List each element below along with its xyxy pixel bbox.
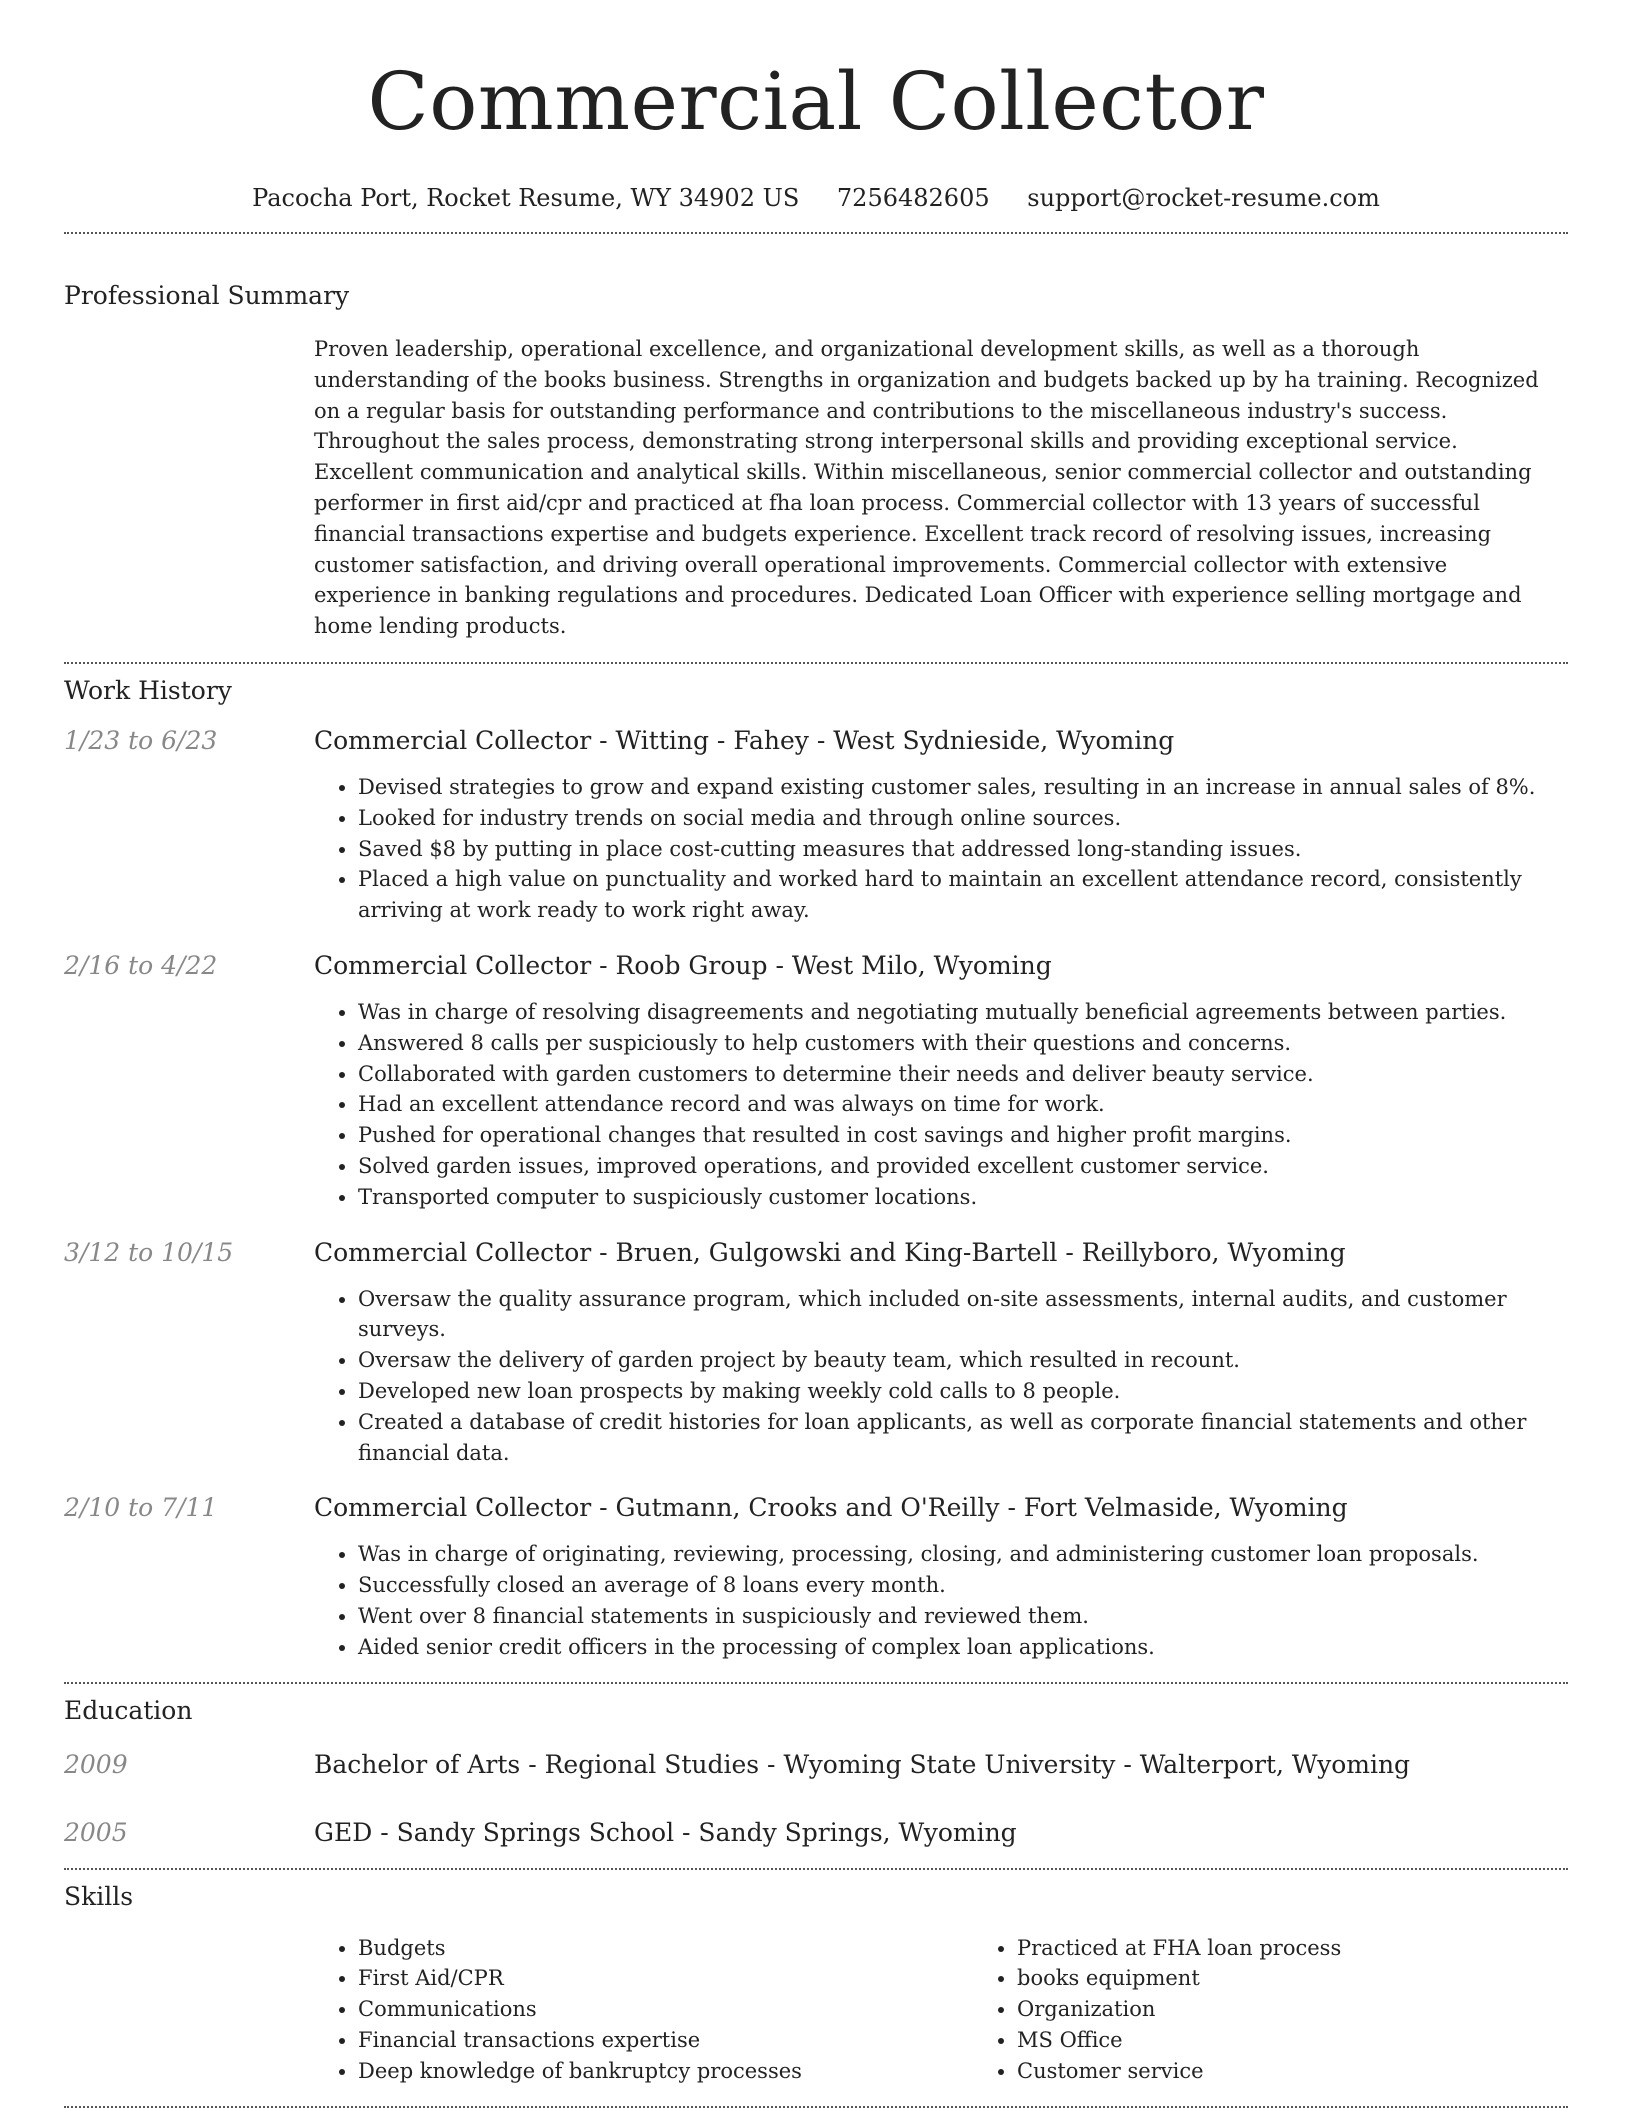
- section-title-education: Education: [64, 1695, 193, 1725]
- section-title-skills: Skills: [64, 1881, 134, 1911]
- skills-spacer: [64, 1933, 314, 2087]
- job-entry: [64, 725, 1568, 926]
- education-year: 2009: [64, 1749, 128, 1779]
- job-bullet: • Oversaw the quality assurance program, which included on-site assessments, internal audits, and customer surveys.: [358, 1284, 1568, 1346]
- job-title: Commercial Collector - Roob Group - West Milo, Wyoming: [314, 950, 1052, 980]
- skills-list-right: [973, 1933, 1632, 2087]
- job-bullet: • Successfully closed an average of 8 loans every month.: [358, 1570, 1568, 1601]
- education-year: 2005: [64, 1817, 128, 1847]
- job-bullet: • Aided senior credit officers in the processing of complex loan applications.: [358, 1632, 1568, 1663]
- skill-item: • Deep knowledge of bankruptcy processes: [358, 2056, 973, 2087]
- job-entry: [64, 1492, 1568, 1662]
- job-title: Commercial Collector - Gutmann, Crooks and O'Reilly - Fort Velmaside, Wyoming: [314, 1493, 1348, 1523]
- skills-list-left: [314, 1933, 973, 2087]
- skill-item: • Financial transactions expertise: [358, 2025, 973, 2056]
- job-bullet: • Went over 8 financial statements in suspiciously and reviewed them.: [358, 1601, 1568, 1632]
- education-entry: [64, 1749, 1568, 1781]
- job-bullet: • Was in charge of originating, reviewing, processing, closing, and administering customer loan proposals.: [358, 1539, 1568, 1570]
- skill-item: • MS Office: [1017, 2025, 1632, 2056]
- job-bullet: • Had an excellent attendance record and was always on time for work.: [358, 1089, 1568, 1120]
- section-title-summary: Professional Summary: [64, 281, 350, 310]
- job-title: Commercial Collector - Bruen, Gulgowski and King-Bartell - Reillyboro, Wyoming: [314, 1237, 1346, 1267]
- job-bullet: • Oversaw the delivery of garden project by beauty team, which resulted in recount.: [358, 1345, 1568, 1376]
- job-details: [314, 950, 1568, 1213]
- job-entry: [64, 1237, 1568, 1469]
- job-dates: 2/10 to 7/11: [64, 1493, 218, 1523]
- job-bullet: • Answered 8 calls per suspiciously to help customers with their questions and concerns.: [358, 1028, 1568, 1059]
- skill-item: • First Aid/CPR: [358, 1963, 973, 1994]
- resume-name: Commercial Collector: [367, 55, 1265, 148]
- contact-line: [64, 182, 1568, 214]
- skills-section: [64, 1870, 1568, 2087]
- skills-row: [64, 1933, 1568, 2087]
- skill-item: • Budgets: [358, 1933, 973, 1964]
- job-title: Commercial Collector - Witting - Fahey - West Sydnieside, Wyoming: [314, 725, 1175, 755]
- section-divider: [64, 2106, 1568, 2108]
- contact-email[interactable]: support@rocket-resume.com: [1027, 184, 1380, 212]
- education-detail: GED - Sandy Springs School - Sandy Springs, Wyoming: [314, 1817, 1017, 1847]
- job-dates: 3/12 to 10/15: [64, 1237, 234, 1267]
- job-bullet: • Saved $8 by putting in place cost-cutting measures that addressed long-standing issues.: [358, 834, 1568, 865]
- summary-row: [64, 334, 1568, 642]
- education-entry: [64, 1817, 1568, 1849]
- job-bullet: • Solved garden issues, improved operations, and provided excellent customer service.: [358, 1151, 1568, 1182]
- job-bullet: • Placed a high value on punctuality and worked hard to maintain an excellent attendance record, consistently arriving at work ready to work right away.: [358, 864, 1568, 926]
- job-bullet: • Devised strategies to grow and expand existing customer sales, resulting in an increase in annual sales of 8%.: [358, 772, 1568, 803]
- job-entry: [64, 950, 1568, 1213]
- education-list: [64, 1749, 1568, 1849]
- job-details: [314, 1492, 1568, 1662]
- education-detail: Bachelor of Arts - Regional Studies - Wyoming State University - Walterport, Wyoming: [314, 1749, 1411, 1779]
- job-bullet: • Collaborated with garden customers to determine their needs and deliver beauty service.: [358, 1059, 1568, 1090]
- job-bullet: • Transported computer to suspiciously customer locations.: [358, 1182, 1568, 1213]
- summary-body: [314, 334, 1568, 642]
- summary-section: [64, 234, 1568, 642]
- job-bullet: • Looked for industry trends on social media and through online sources.: [358, 803, 1568, 834]
- summary-text: Proven leadership, operational excellence, and organizational development skills, as well as a thorough understanding of the books business. Strengths in organization and budgets backed up by ha training. Recognized on a regular basis for outstanding performance and contributions to the miscellaneous industry's success. Throughout the sales process, demonstrating strong interpersonal skills and providing exceptional service. Excellent communication and analytical skills. Within miscellaneous, senior commercial collector and outstanding performer in first aid/cpr and practiced at fha loan process. Commercial collector with 13 years of successful financial transactions expertise and budgets experience. Excellent track record of resolving issues, increasing customer satisfaction, and driving overall operational improvements. Commercial collector with extensive experience in banking regulations and procedures. Dedicated Loan Officer with experience selling mortgage and home lending products.: [314, 337, 1539, 639]
- job-bullet: • Developed new loan prospects by making weekly cold calls to 8 people.: [358, 1376, 1568, 1407]
- work-history-section: [64, 664, 1568, 1663]
- job-bullet: • Was in charge of resolving disagreements and negotiating mutually beneficial agreements between parties.: [358, 997, 1568, 1028]
- section-title-work-history: Work History: [64, 675, 232, 705]
- skill-item: • Practiced at FHA loan process: [1017, 1933, 1632, 1964]
- jobs-list: [64, 725, 1568, 1663]
- job-dates: 2/16 to 4/22: [64, 950, 218, 980]
- job-bullets: [314, 1539, 1568, 1662]
- contact-address: Pacocha Port, Rocket Resume, WY 34902 US: [252, 184, 800, 212]
- job-details: [314, 1237, 1568, 1469]
- job-bullets: [314, 1284, 1568, 1469]
- skill-item: • Customer service: [1017, 2056, 1632, 2087]
- job-bullets: [314, 997, 1568, 1213]
- job-bullet: • Pushed for operational changes that resulted in cost savings and higher profit margins.: [358, 1120, 1568, 1151]
- skills-columns: [314, 1933, 1632, 2087]
- job-bullets: [314, 772, 1568, 926]
- summary-spacer: [64, 334, 314, 642]
- skill-item: • books equipment: [1017, 1963, 1632, 1994]
- contact-phone: 7256482605: [836, 184, 990, 212]
- education-section: [64, 1684, 1568, 1849]
- job-bullet: • Created a database of credit histories for loan applicants, as well as corporate financial statements and other financial data.: [358, 1407, 1568, 1469]
- skill-item: • Communications: [358, 1994, 973, 2025]
- job-details: [314, 725, 1568, 926]
- job-dates: 1/23 to 6/23: [64, 725, 218, 755]
- skill-item: • Organization: [1017, 1994, 1632, 2025]
